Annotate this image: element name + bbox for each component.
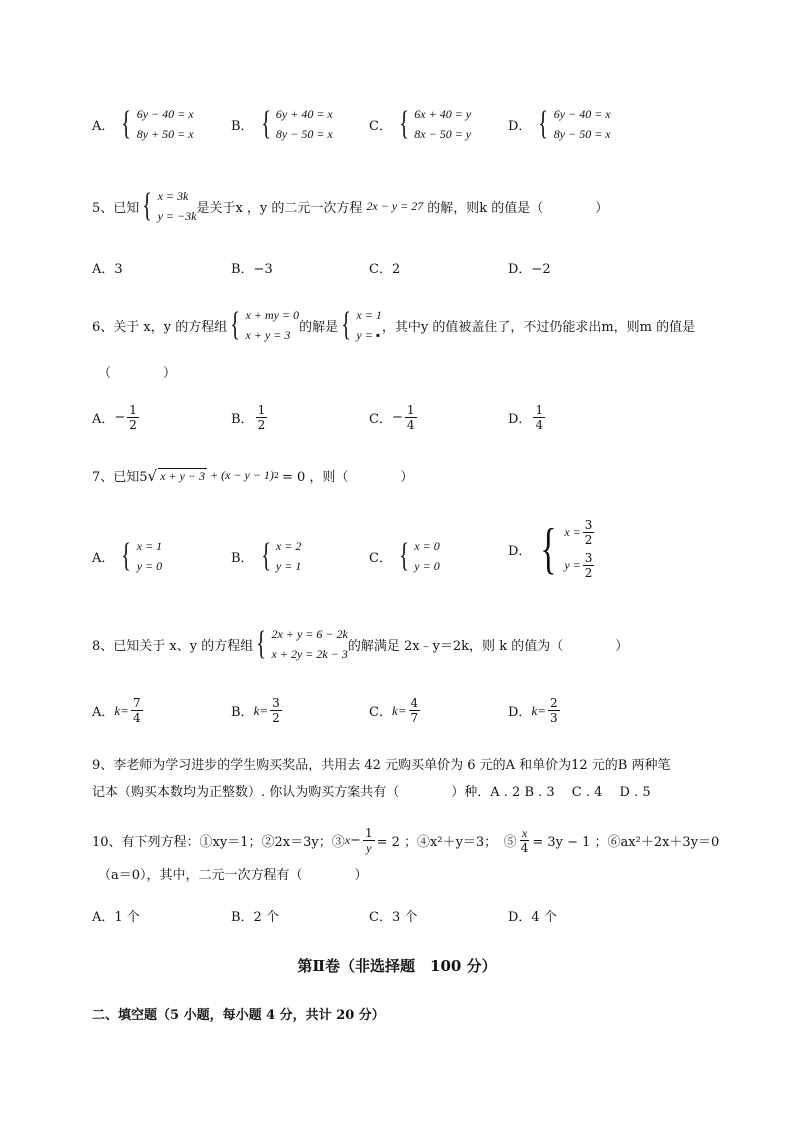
- q10-option-c[interactable]: C．3 个: [369, 910, 418, 925]
- fraction: $\frac{x}{4}$: [520, 826, 529, 855]
- equation-system: { x = $\frac{3}{2}$ y = $\frac{3}{2}$: [540, 518, 593, 580]
- q4-option-d[interactable]: D． { 6y − 40 = x 8y − 50 = x: [508, 105, 611, 142]
- q6-option-d[interactable]: D． $\frac{1}{4}$: [508, 403, 544, 432]
- q8-stem: 8、已知关于 x、y 的方程组 { 2x + y = 6 − 2k x + 2y = 2k − 3 的解满足 2x﹣y＝2k，则 k 的值为（ ）: [92, 625, 629, 662]
- q5-option-a[interactable]: A．3: [92, 262, 123, 277]
- fraction: $\frac{3}{2}$: [584, 551, 593, 580]
- fraction: $\frac{3}{2}$: [584, 518, 593, 547]
- fraction: $\frac{1}{y}$: [364, 826, 373, 855]
- equation-system: { 6x + 40 = y 8x − 50 = y: [399, 105, 472, 142]
- q5-stem: 5、已知 { x = 3k y = −3k 是关于x ，y 的二元一次方程 2x − y = 27 的解，则k 的值是（ ）: [92, 187, 609, 224]
- equation-system: { 6y + 40 = x 8y − 50 = x: [260, 105, 333, 142]
- radical-sign: √: [147, 466, 158, 485]
- q6-stem: 6、关于 x，y 的方程组 { x + my = 0 x + y = 3 的解是 { x = 1 y = ▪ ，其中y 的值被盖住了，不过仍能求出m，则m 的值是: [92, 306, 696, 343]
- q9-stem-line2: 记本（购买本数均为正整数）. 你认为购买方案共有（ ）种．A . 2 B . 3 C . 4 D . 5: [92, 785, 651, 800]
- part-title: 二、填空题（5 小题，每小题 4 分，共计 20 分）: [92, 1008, 385, 1023]
- equation-system: { x = 3k y = −3k: [142, 187, 197, 224]
- solution-system: { x = 1 y = ▪: [341, 306, 382, 343]
- equation-system: { x + my = 0 x + y = 3: [230, 306, 300, 343]
- fraction: $\frac{1}{2}$: [257, 403, 266, 432]
- fraction: $\frac{2}{3}$: [549, 696, 558, 725]
- q10-stem: 10、有下列方程：①xy＝1；②2x＝3y；③ x − $\frac{1}{y}$ = 2 ；④x²＋y＝3； ⑤ $\frac{x}{4}$ = 3y − 1 ；⑥ax²＋2x＋3y＝0: [92, 826, 720, 855]
- q8-option-d[interactable]: D． k= $\frac{2}{3}$: [508, 696, 558, 725]
- q10-option-a[interactable]: A．1 个: [92, 910, 140, 925]
- q10-stem-line2: （a＝0），其中，二元一次方程有（ ）: [98, 868, 368, 883]
- fraction: $\frac{1}{4}$: [406, 403, 415, 432]
- q4-option-b[interactable]: B． { 6y + 40 = x 8y − 50 = x: [231, 105, 333, 142]
- var-x: x: [344, 833, 351, 847]
- q5-option-b[interactable]: B．−3: [231, 262, 273, 277]
- q4-option-c[interactable]: C． { 6x + 40 = y 8x − 50 = y: [369, 105, 472, 142]
- section-title: 第Ⅱ卷（非选择题 100 分）: [297, 957, 497, 975]
- fraction: $\frac{1}{2}$: [129, 403, 137, 432]
- q7-option-a[interactable]: A． { x = 1 y = 0: [92, 537, 163, 574]
- q8-option-c[interactable]: C． k= $\frac{4}{7}$: [369, 696, 419, 725]
- q6-option-a[interactable]: A． − $\frac{1}{2}$: [92, 403, 137, 432]
- q4-options-row: [0, 104, 794, 154]
- fraction: $\frac{3}{2}$: [272, 696, 280, 725]
- q5-option-d[interactable]: D．−2: [508, 262, 551, 277]
- q9-stem-line1: 9、李老师为学习进步的学生购买奖品，共用去 42 元购买单价为 6 元的A 和单价为12 元的B 两种笔: [92, 758, 671, 773]
- q6-option-c[interactable]: C． − $\frac{1}{4}$: [369, 403, 415, 432]
- q6-option-b[interactable]: B． $\frac{1}{2}$: [231, 403, 266, 432]
- q6-answer-blank: （ ）: [98, 366, 177, 381]
- q7-option-c[interactable]: C． { x = 0 y = 0: [369, 537, 440, 574]
- equation-system: { x = 2 y = 1: [260, 537, 302, 574]
- q8-option-a[interactable]: A． k= $\frac{7}{4}$: [92, 696, 141, 725]
- equation-system: { x = 1 y = 0: [121, 537, 163, 574]
- q7-option-d[interactable]: D． { x = $\frac{3}{2}$ y = $\frac{3}{2}$: [508, 518, 596, 580]
- equation-system: { 6y − 40 = x 8y + 50 = x: [121, 105, 194, 142]
- equation-system: { x = 0 y = 0: [399, 537, 440, 574]
- q5-option-c[interactable]: C．2: [369, 262, 401, 277]
- q4-option-a[interactable]: A． { 6y − 40 = x 8y + 50 = x: [92, 105, 194, 142]
- fraction: $\frac{7}{4}$: [132, 696, 141, 725]
- fraction: $\frac{1}{4}$: [535, 403, 544, 432]
- q10-option-b[interactable]: B．2 个: [231, 910, 279, 925]
- q10-option-d[interactable]: D．4 个: [508, 910, 557, 925]
- q7-option-b[interactable]: B． { x = 2 y = 1: [231, 537, 302, 574]
- equation-system: { 6y − 40 = x 8y − 50 = x: [538, 105, 611, 142]
- q7-stem: 7、已知5 √ x + y − 3 + (x − y − 1) 2 = 0 ，则（ ）: [92, 466, 414, 485]
- fraction: $\frac{4}{7}$: [410, 696, 419, 725]
- equation-system: { 2x + y = 6 − 2k x + 2y = 2k − 3: [256, 625, 348, 662]
- q8-option-b[interactable]: B． k= $\frac{3}{2}$: [231, 696, 280, 725]
